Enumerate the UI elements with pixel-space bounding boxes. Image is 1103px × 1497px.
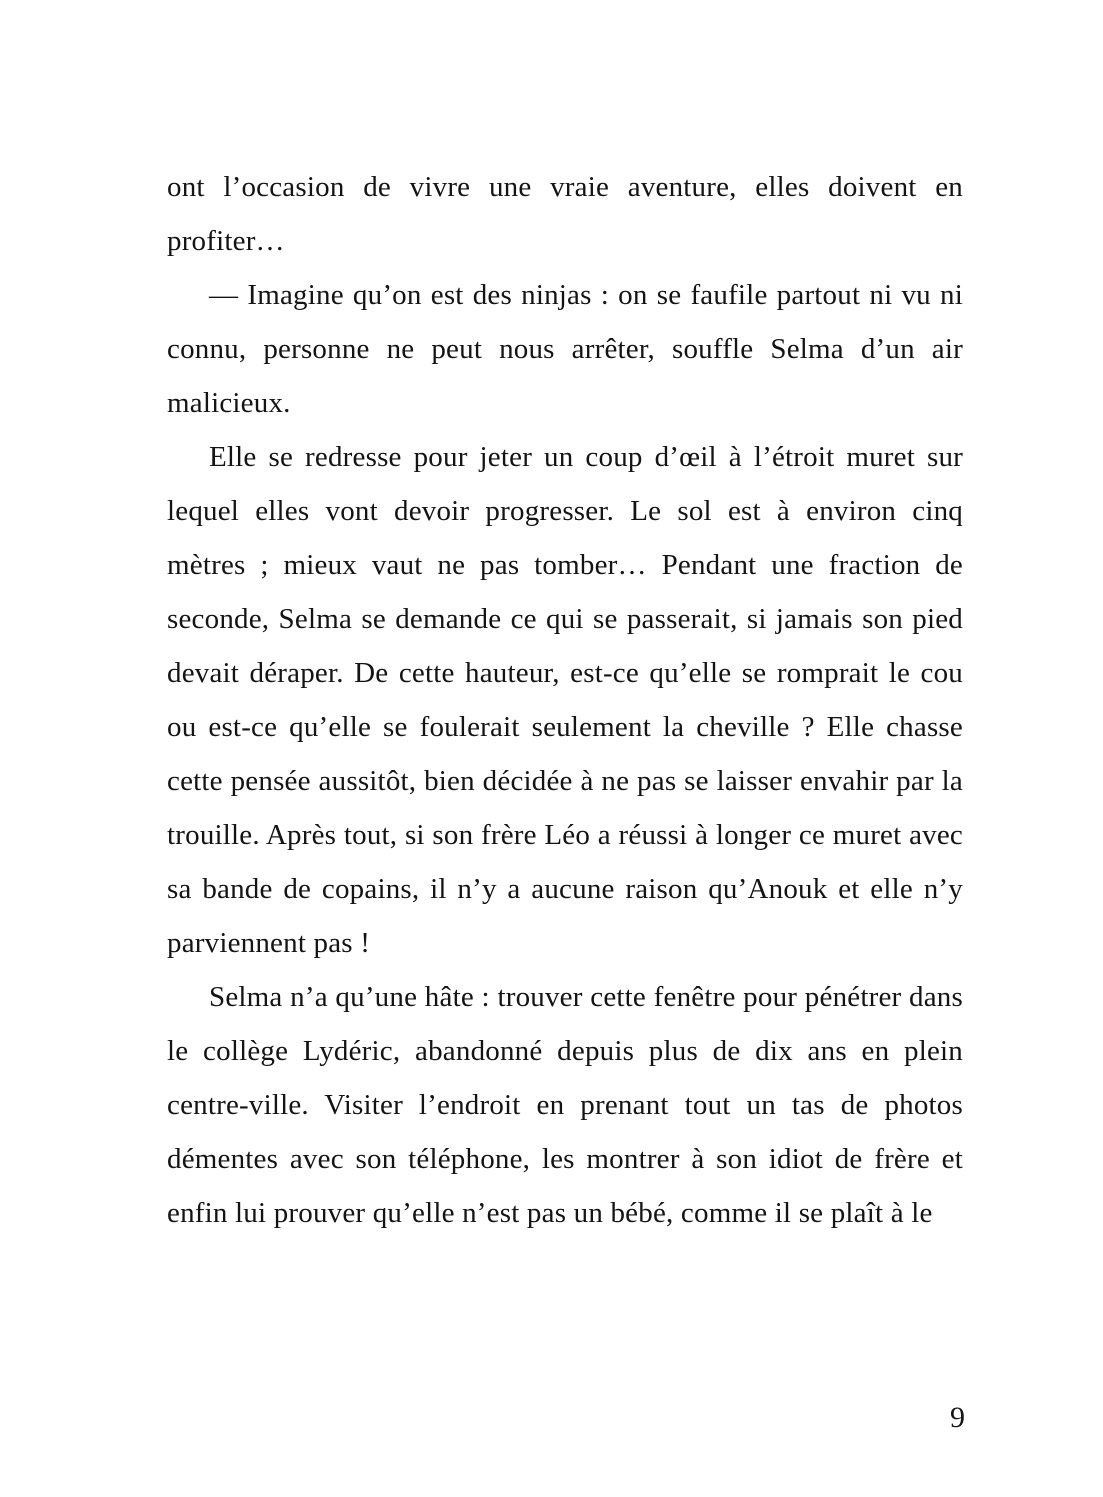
- paragraph-body: Selma n’a qu’une hâte : trouver cette fenêtre pour pénétrer dans le collège Lydéric, abandonné depuis plus de dix ans en plein centre-ville. Visiter l’endroit en prenant tout un tas de photos démentes avec son téléphone, les montrer à son idiot de frère et enfin lui prouver qu’elle n’est pas un bébé, comme il se plaît à le: [167, 981, 963, 1229]
- paragraph-body: Elle se redresse pour jeter un coup d’œil à l’étroit muret sur lequel elles vont devoir progresser. Le sol est à environ cinq mètres ; mieux vaut ne pas tomber… Pendant une fraction de seconde, Selma se demande ce qui se passerait, si jamais son pied devait déraper. De cette hauteur, est-ce qu’elle se romprait le cou ou est-ce qu’elle se foulerait seulement la cheville ? Elle chasse cette pensée aussitôt, bien décidée à ne pas se laisser envahir par la trouille. Après tout, si son frère Léo a réussi à longer ce muret avec sa bande de copains, il n’y a aucune raison qu’Anouk et elle n’y parviennent pas !: [167, 441, 963, 959]
- paragraph-dialogue: — Imagine qu’on est des ninjas : on se faufile partout ni vu ni connu, personne ne peut nous arrêter, souffle Selma d’un air malicieux.: [167, 279, 963, 419]
- paragraph-continuation: ont l’occasion de vivre une vraie aventure, elles doivent en profiter…: [167, 171, 963, 257]
- page-text: [167, 160, 963, 1240]
- page-number: 9: [950, 1401, 965, 1434]
